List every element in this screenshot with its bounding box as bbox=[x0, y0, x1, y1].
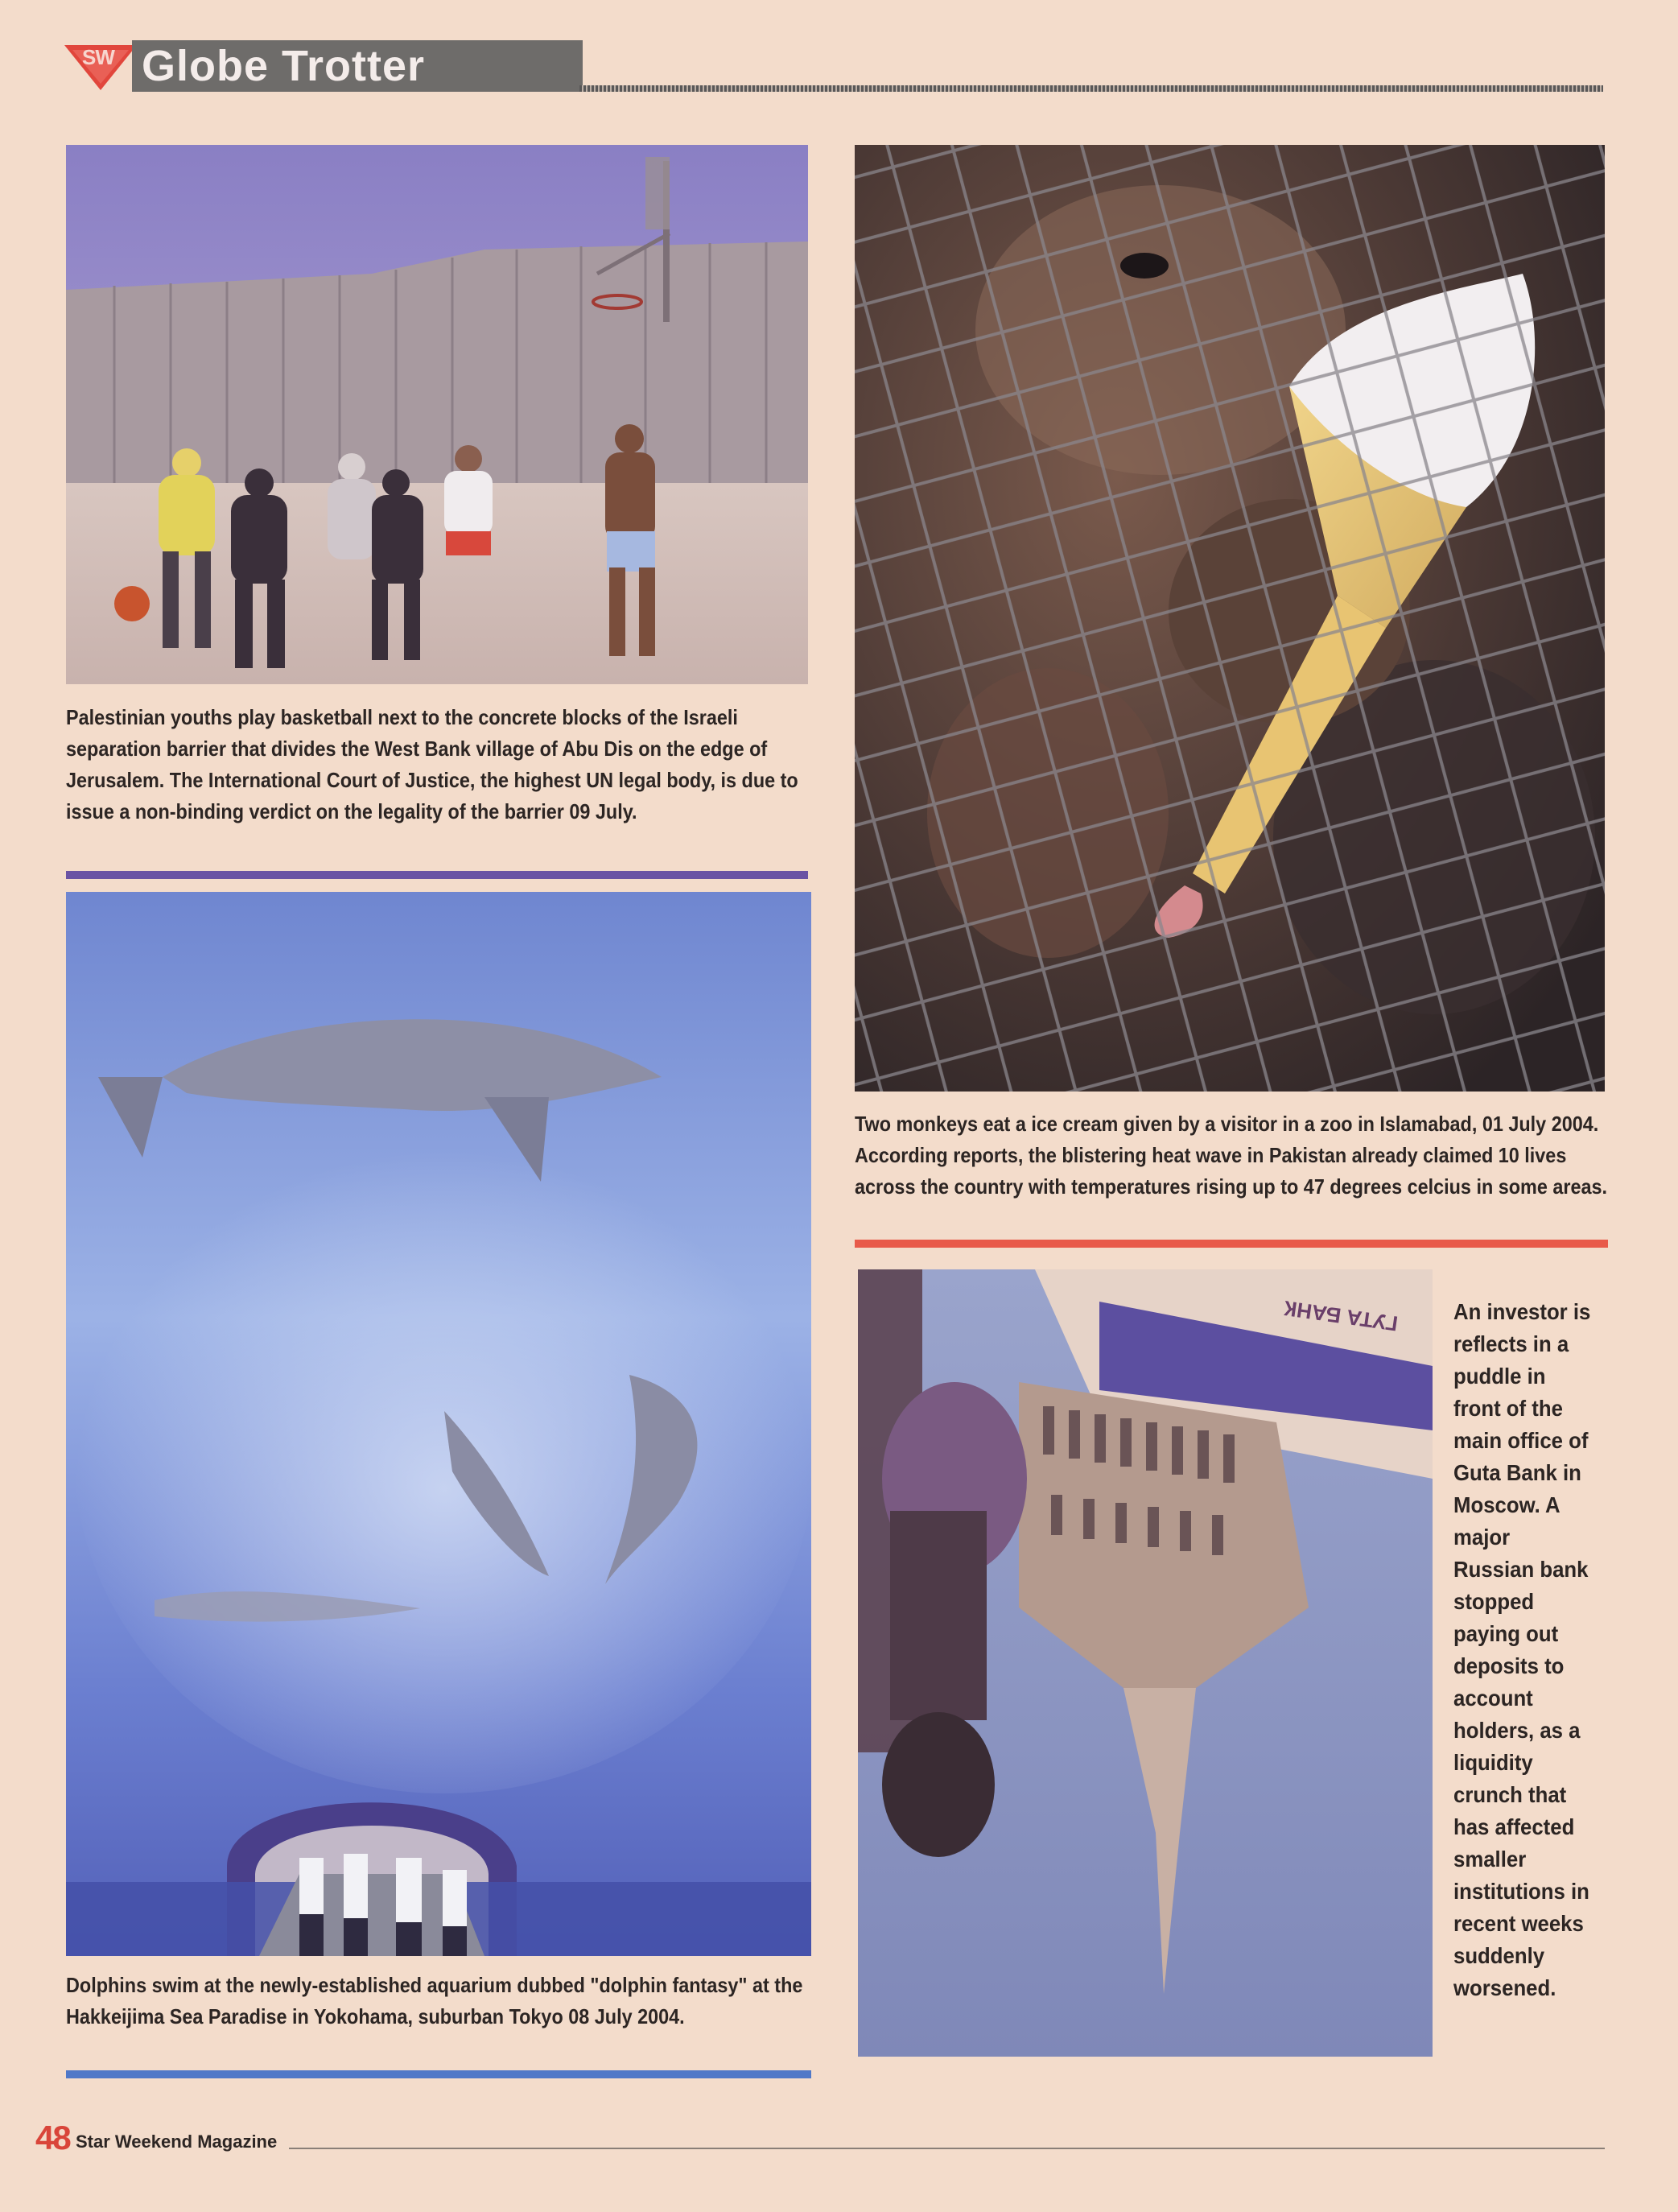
bank-photo bbox=[858, 1269, 1433, 2057]
section-header bbox=[64, 39, 1603, 95]
bank-sign-text: ГУТА БАНК bbox=[1282, 1296, 1400, 1336]
rule-purple bbox=[66, 871, 808, 879]
rule-blue bbox=[66, 2070, 811, 2078]
monkey-photo bbox=[855, 145, 1605, 1092]
section-title: Globe Trotter bbox=[142, 42, 426, 90]
header-rule bbox=[579, 85, 1603, 92]
rule-red bbox=[855, 1240, 1608, 1248]
basketball-caption: Palestinian youths play basketball next to the concrete blocks of the Israeli separation barrier that divides the West Bank village of Abu Dis on the edge of Jerusalem. The International Court of Justice, the highest UN legal body, is due to issue a non-binding verdict on the legality of the barrier 09 July. bbox=[66, 705, 798, 823]
footer-rule bbox=[289, 2148, 1605, 2149]
logo-text: SW bbox=[82, 45, 114, 69]
magazine-logo bbox=[64, 42, 137, 90]
page-footer bbox=[35, 2119, 1605, 2159]
bank-caption: An investor is reflects in a puddle in front of the main office of Guta Bank in Moscow. A major Russian bank stopped paying out deposits to account holders, as a liquidity crunch that has affected smaller institutions in recent weeks suddenly worsened. bbox=[1453, 1299, 1591, 2000]
monkey-caption: Two monkeys eat a ice cream given by a visitor in a zoo in Islamabad, 01 July 2004. According reports, the blistering heat wave in Pakistan already claimed 10 lives across the country with temperatures rising up to 47 degrees celcius in some areas. bbox=[855, 1112, 1608, 1199]
page-number: 48 bbox=[35, 2119, 70, 2156]
dolphins-photo bbox=[66, 892, 811, 1956]
dolphins-caption: Dolphins swim at the newly-established aquarium dubbed "dolphin fantasy" at the Hakkeijima Sea Paradise in Yokohama, suburban Tokyo 08 July 2004. bbox=[66, 1973, 803, 2028]
basketball-photo bbox=[66, 145, 808, 684]
magazine-name: Star Weekend Magazine bbox=[76, 2132, 278, 2152]
